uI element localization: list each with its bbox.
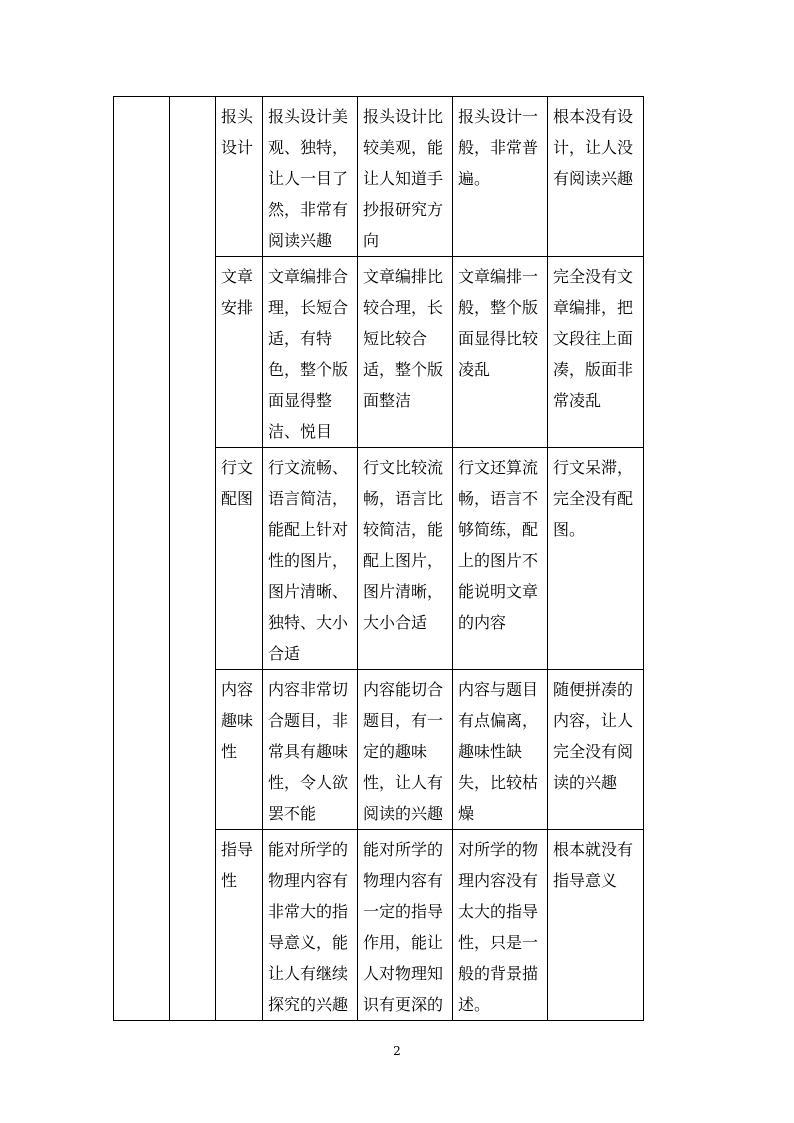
poor-level-cell: 根本没有设计，让人没有阅读兴趣 bbox=[548, 97, 644, 257]
poor-level-cell: 行文呆滞，完全没有配图。 bbox=[548, 448, 644, 670]
excellent-level-cell: 内容非常切合题目，非常具有趣味性，令人欲罢不能 bbox=[263, 670, 358, 830]
page-number: 2 bbox=[393, 1044, 401, 1058]
criterion-cell: 内容趣味性 bbox=[216, 670, 263, 830]
excellent-level-cell: 文章编排合理，长短合适，有特色，整个版面显得整洁、悦目 bbox=[263, 257, 358, 448]
merged-category-cell bbox=[114, 97, 170, 1021]
excellent-level-cell: 能对所学的物理内容有非常大的指导意义，能让人有继续探究的兴趣 bbox=[263, 830, 358, 1021]
criterion-cell: 文章安排 bbox=[216, 257, 263, 448]
excellent-level-cell: 行文流畅、语言简洁，能配上针对性的图片，图片清晰、独特、大小合适 bbox=[263, 448, 358, 670]
good-level-cell: 内容能切合题目，有一定的趣味性，让人有阅读的兴趣 bbox=[358, 670, 453, 830]
fair-level-cell: 行文还算流畅，语言不够简练，配上的图片不能说明文章的内容 bbox=[453, 448, 548, 670]
good-level-cell: 行文比较流畅，语言比较简洁，能配上图片，图片清晰，大小合适 bbox=[358, 448, 453, 670]
criterion-cell: 报头设计 bbox=[216, 97, 263, 257]
merged-subcategory-cell bbox=[170, 97, 216, 1021]
fair-level-cell: 对所学的物理内容没有太大的指导性，只是一般的背景描述。 bbox=[453, 830, 548, 1021]
table-row bbox=[114, 97, 644, 257]
rubric-table bbox=[113, 96, 644, 1021]
poor-level-cell: 随便拼凑的内容，让人完全没有阅读的兴趣 bbox=[548, 670, 644, 830]
criterion-cell: 指导性 bbox=[216, 830, 263, 1021]
fair-level-cell: 内容与题目有点偏离，趣味性缺失，比较枯燥 bbox=[453, 670, 548, 830]
criterion-cell: 行文配图 bbox=[216, 448, 263, 670]
excellent-level-cell: 报头设计美观、独特，让人一目了然，非常有阅读兴趣 bbox=[263, 97, 358, 257]
poor-level-cell: 根本就没有指导意义 bbox=[548, 830, 644, 1021]
good-level-cell: 文章编排比较合理，长短比较合适，整个版面整洁 bbox=[358, 257, 453, 448]
good-level-cell: 报头设计比较美观，能让人知道手抄报研究方向 bbox=[358, 97, 453, 257]
fair-level-cell: 报头设计一般，非常普遍。 bbox=[453, 97, 548, 257]
good-level-cell: 能对所学的物理内容有一定的指导作用，能让人对物理知识有更深的 bbox=[358, 830, 453, 1021]
fair-level-cell: 文章编排一般，整个版面显得比较凌乱 bbox=[453, 257, 548, 448]
poor-level-cell: 完全没有文章编排，把文段往上面凑，版面非常凌乱 bbox=[548, 257, 644, 448]
